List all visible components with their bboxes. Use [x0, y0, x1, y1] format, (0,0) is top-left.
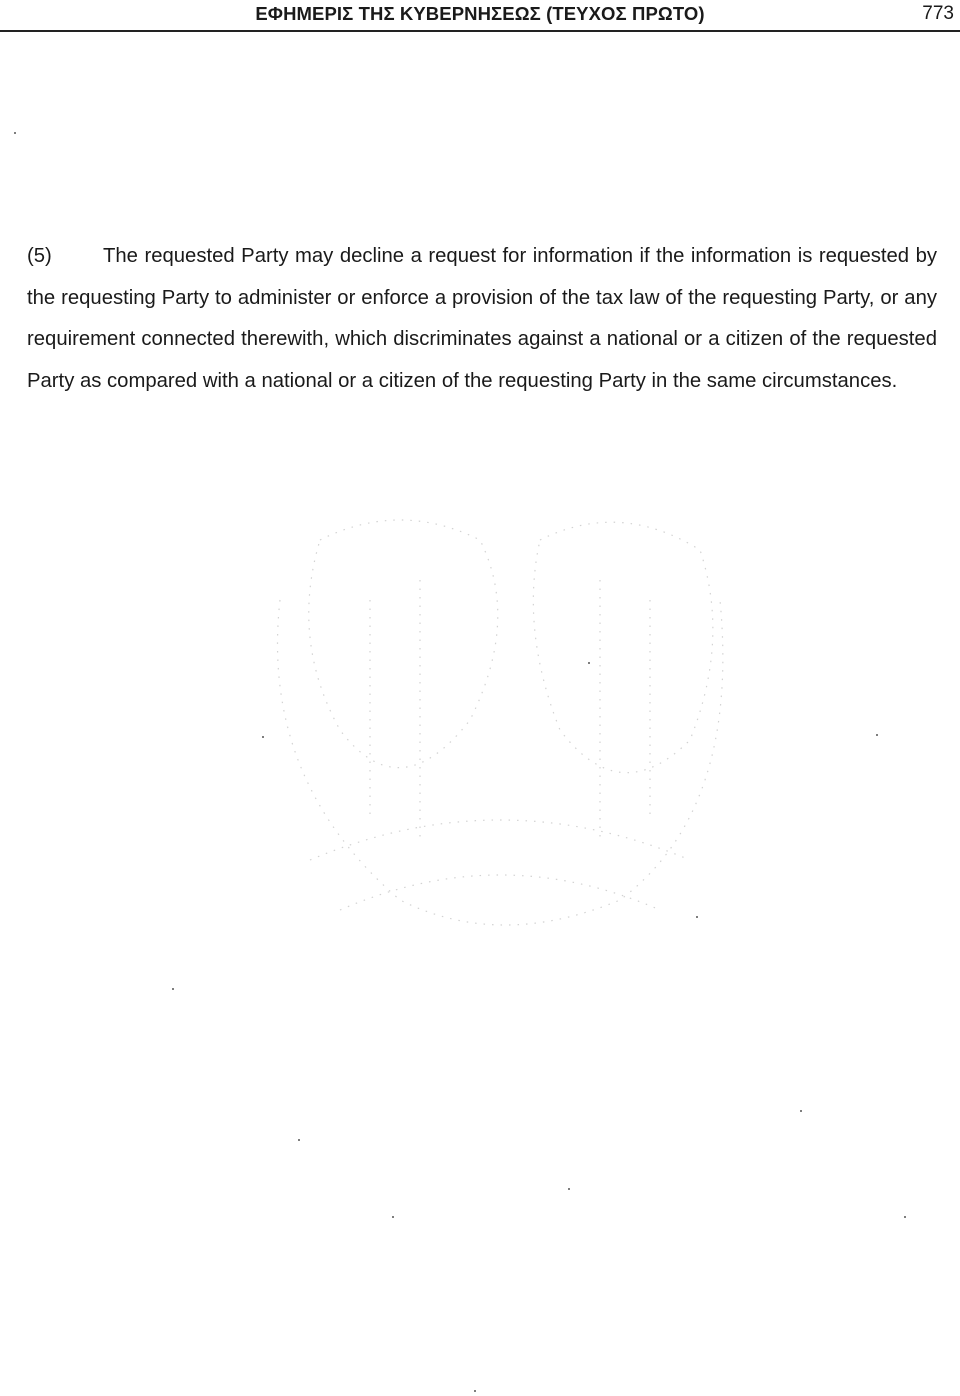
scan-speck [392, 1216, 394, 1218]
paragraph-number: (5) [27, 245, 52, 267]
scan-speck [904, 1216, 906, 1218]
scan-speck [14, 132, 16, 134]
page-number: 773 [922, 3, 954, 24]
page-header [0, 0, 960, 32]
scan-speck [298, 1139, 300, 1141]
scan-speck [262, 736, 264, 738]
scan-speck [696, 916, 698, 918]
scan-speck [800, 1110, 802, 1112]
scan-speck [588, 662, 590, 664]
journal-title: ΕΦΗΜΕΡΙΣ ΤΗΣ ΚΥΒΕΡΝΗΣΕΩΣ (ΤΕΥΧΟΣ ΠΡΩΤΟ) [255, 3, 705, 24]
scan-speck [172, 988, 174, 990]
scan-speck [568, 1188, 570, 1190]
faint-seal-watermark [220, 480, 780, 960]
scan-speck [474, 1390, 476, 1392]
scan-speck [876, 734, 878, 736]
paragraph-5 [27, 236, 937, 402]
paragraph-text: The requested Party may decline a request for information if the information is requested by the requesting Party to administer or enforce a provision of the tax law of the requesting Party, or any requirement connected therewith, which discriminates against a national or a citizen of the requested Party as compared with a national or a citizen of the requesting Party in the same circumstances. [27, 245, 937, 392]
